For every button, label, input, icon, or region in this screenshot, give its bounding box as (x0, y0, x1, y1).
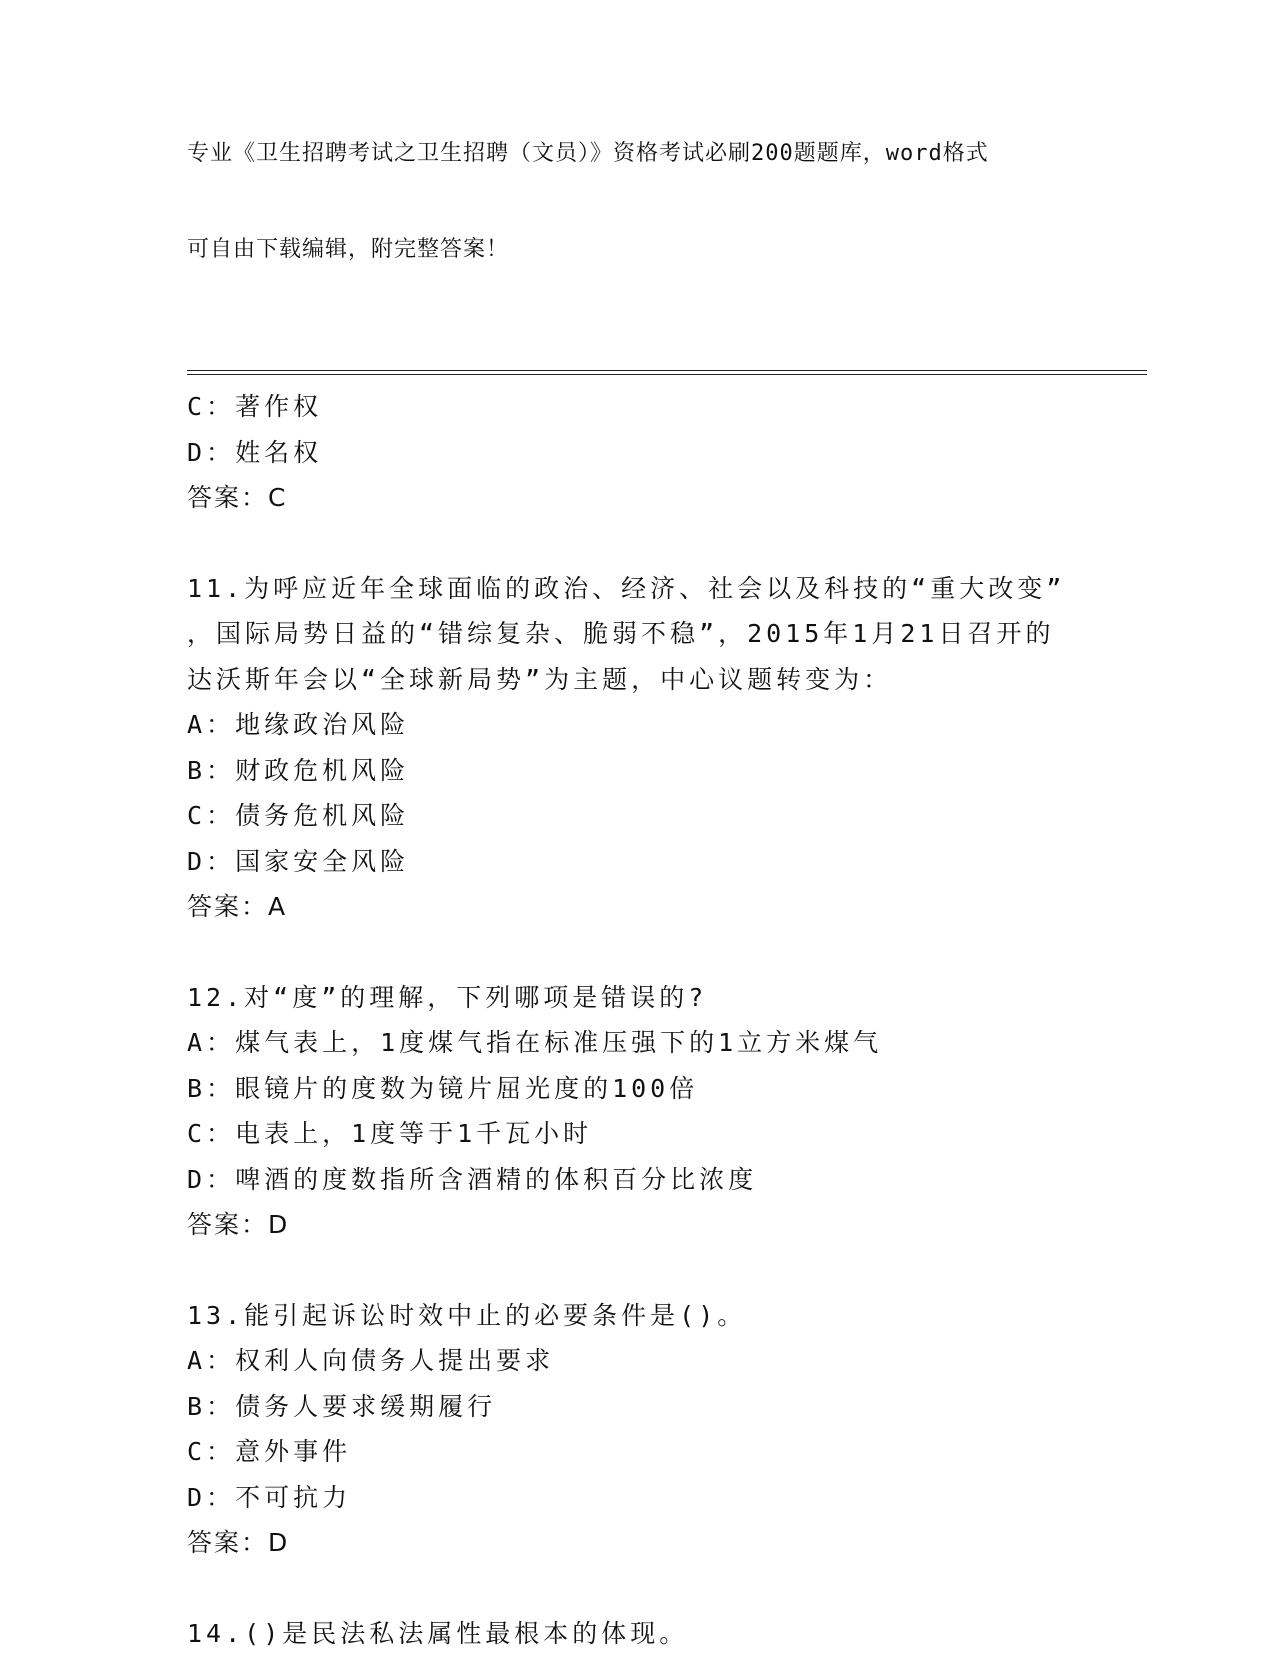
option-a: A：煤气表上，1度煤气指在标准压强下的1立方米煤气 (187, 1020, 1147, 1066)
header-divider (187, 370, 1147, 375)
question-block-11 (187, 566, 1147, 930)
question-stem-line: 12.对“度”的理解，下列哪项是错误的? (187, 975, 1147, 1021)
question-block-10 (187, 384, 1147, 521)
spacer (187, 521, 1147, 566)
document-page (187, 74, 1147, 1656)
question-stem-line: 11.为呼应近年全球面临的政治、经济、社会以及科技的“重大改变” (187, 566, 1147, 612)
option-b: B：眼镜片的度数为镜片屈光度的100倍 (187, 1066, 1147, 1112)
question-block-12 (187, 975, 1147, 1248)
header-line-2: 可自由下载编辑，附完整答案！ (187, 234, 1067, 266)
answer-line: 答案：D (187, 1520, 1147, 1566)
option-d: D：啤酒的度数指所含酒精的体积百分比浓度 (187, 1157, 1147, 1203)
spacer (187, 1566, 1147, 1611)
question-stem-line: 达沃斯年会以“全球新局势”为主题，中心议题转变为： (187, 657, 1147, 703)
option-d: D：不可抗力 (187, 1475, 1147, 1521)
question-block-14 (187, 1611, 1147, 1656)
option-d: D：姓名权 (187, 430, 1147, 476)
option-b: B：财政危机风险 (187, 748, 1147, 794)
question-content (187, 384, 1147, 1656)
answer-line: 答案：A (187, 884, 1147, 930)
question-block-13 (187, 1293, 1147, 1566)
option-d: D：国家安全风险 (187, 839, 1147, 885)
option-a: A：权利人向债务人提出要求 (187, 1338, 1147, 1384)
option-c: C：电表上，1度等于1千瓦小时 (187, 1111, 1147, 1157)
option-b: B：债务人要求缓期履行 (187, 1384, 1147, 1430)
question-stem-line: 13.能引起诉讼时效中止的必要条件是()。 (187, 1293, 1147, 1339)
option-c: C：债务危机风险 (187, 793, 1147, 839)
spacer (187, 930, 1147, 975)
document-header (187, 74, 1067, 330)
answer-line: 答案：D (187, 1202, 1147, 1248)
header-line-1: 专业《卫生招聘考试之卫生招聘（文员）》资格考试必刷200题题库，word格式 (187, 138, 1067, 170)
option-c: C：意外事件 (187, 1429, 1147, 1475)
question-stem-line: ，国际局势日益的“错综复杂、脆弱不稳”，2015年1月21日召开的 (187, 611, 1147, 657)
option-a: A：地缘政治风险 (187, 702, 1147, 748)
option-c: C：著作权 (187, 384, 1147, 430)
question-stem-line: 14.()是民法私法属性最根本的体现。 (187, 1611, 1147, 1656)
answer-line: 答案：C (187, 475, 1147, 521)
spacer (187, 1248, 1147, 1293)
